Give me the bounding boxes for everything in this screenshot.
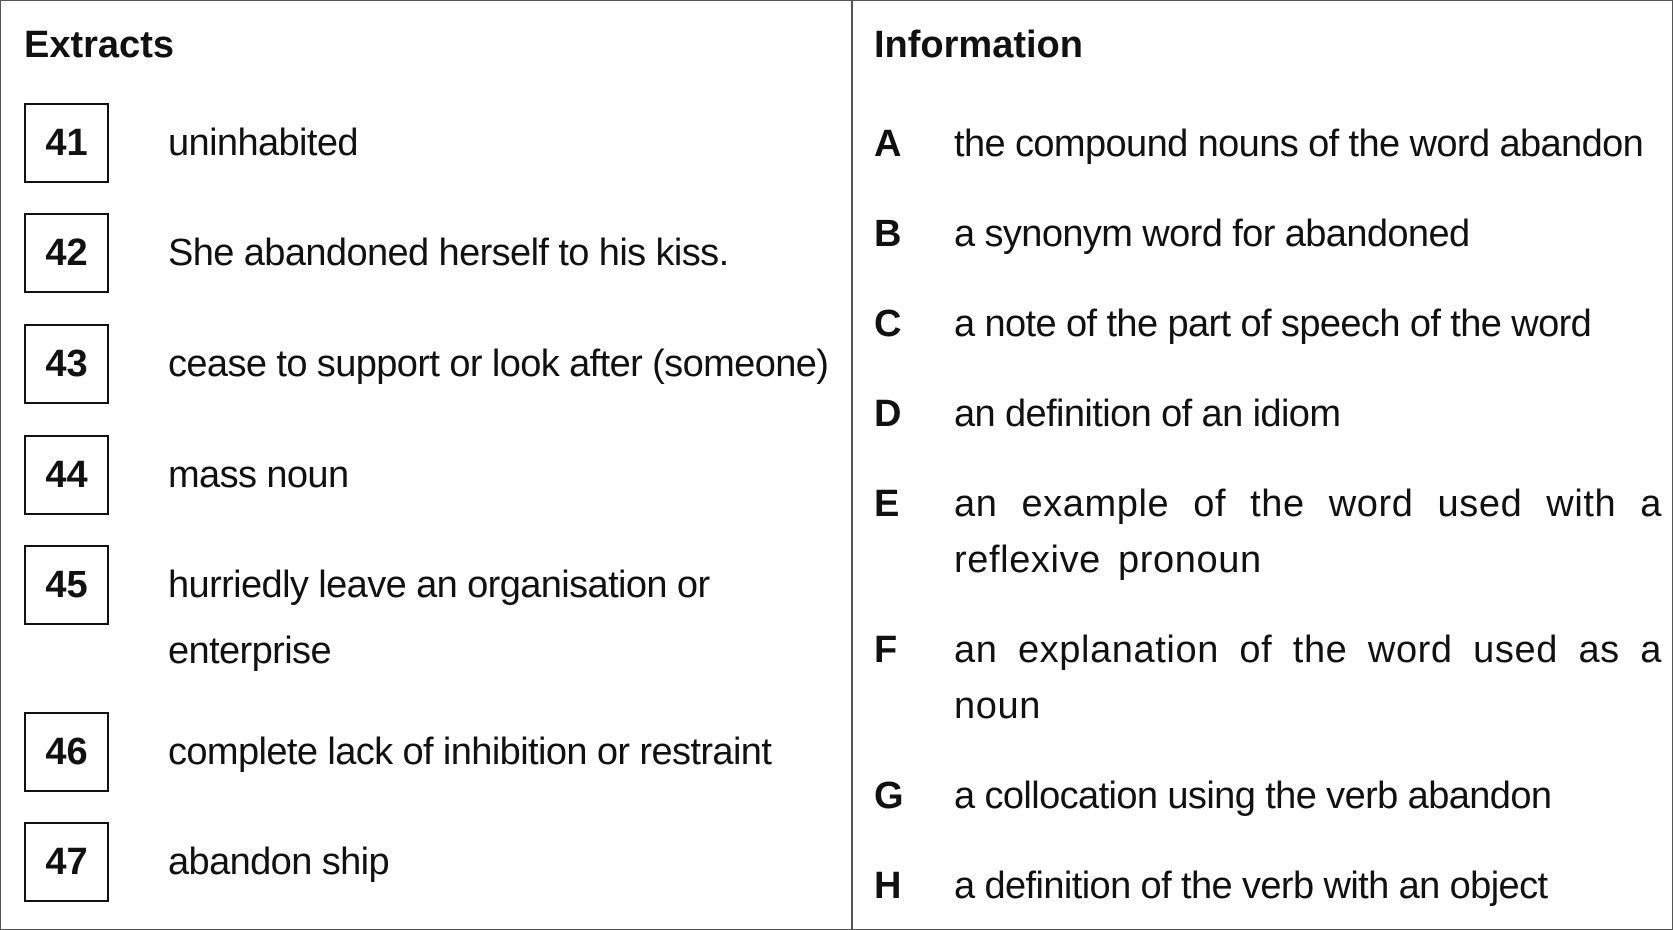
info-text: an definition of an idiom xyxy=(954,393,1341,435)
info-letter: B xyxy=(874,213,902,255)
extract-number-box: 44 xyxy=(24,435,109,515)
extract-text: mass noun xyxy=(168,454,349,496)
info-text: a definition of the verb with an object xyxy=(954,865,1548,907)
extract-text: abandon ship xyxy=(168,841,390,883)
info-text: an explanation of the word used as a noun xyxy=(954,629,1662,727)
info-letter: A xyxy=(874,123,902,165)
info-letter: E xyxy=(874,483,900,525)
info-text: a note of the part of speech of the word xyxy=(954,303,1592,345)
extract-number-box: 47 xyxy=(24,822,109,902)
info-letter: D xyxy=(874,393,902,435)
info-letter: C xyxy=(874,303,902,345)
info-text: an example of the word used with a reflexive pronoun xyxy=(954,483,1662,581)
extract-number-box: 41 xyxy=(24,103,109,183)
column-divider xyxy=(851,0,853,930)
info-letter: F xyxy=(874,629,898,671)
extract-number-box: 42 xyxy=(24,213,109,293)
info-text: a collocation using the verb abandon xyxy=(954,775,1552,817)
extract-number-box: 45 xyxy=(24,545,109,625)
extract-number-box: 46 xyxy=(24,712,109,792)
info-letter: G xyxy=(874,775,904,817)
extract-text: uninhabited xyxy=(168,122,358,164)
extracts-heading: Extracts xyxy=(24,24,174,66)
info-letter: H xyxy=(874,865,902,907)
extract-text: She abandoned herself to his kiss. xyxy=(168,232,729,274)
extract-text: hurriedly leave an organisation or enterprise xyxy=(168,564,710,672)
info-text: a synonym word for abandoned xyxy=(954,213,1470,255)
information-heading: Information xyxy=(874,24,1083,66)
extract-number-box: 43 xyxy=(24,324,109,404)
extract-text: complete lack of inhibition or restraint xyxy=(168,731,772,773)
extract-text: cease to support or look after (someone) xyxy=(168,343,829,385)
info-text: the compound nouns of the word abandon xyxy=(954,123,1644,165)
